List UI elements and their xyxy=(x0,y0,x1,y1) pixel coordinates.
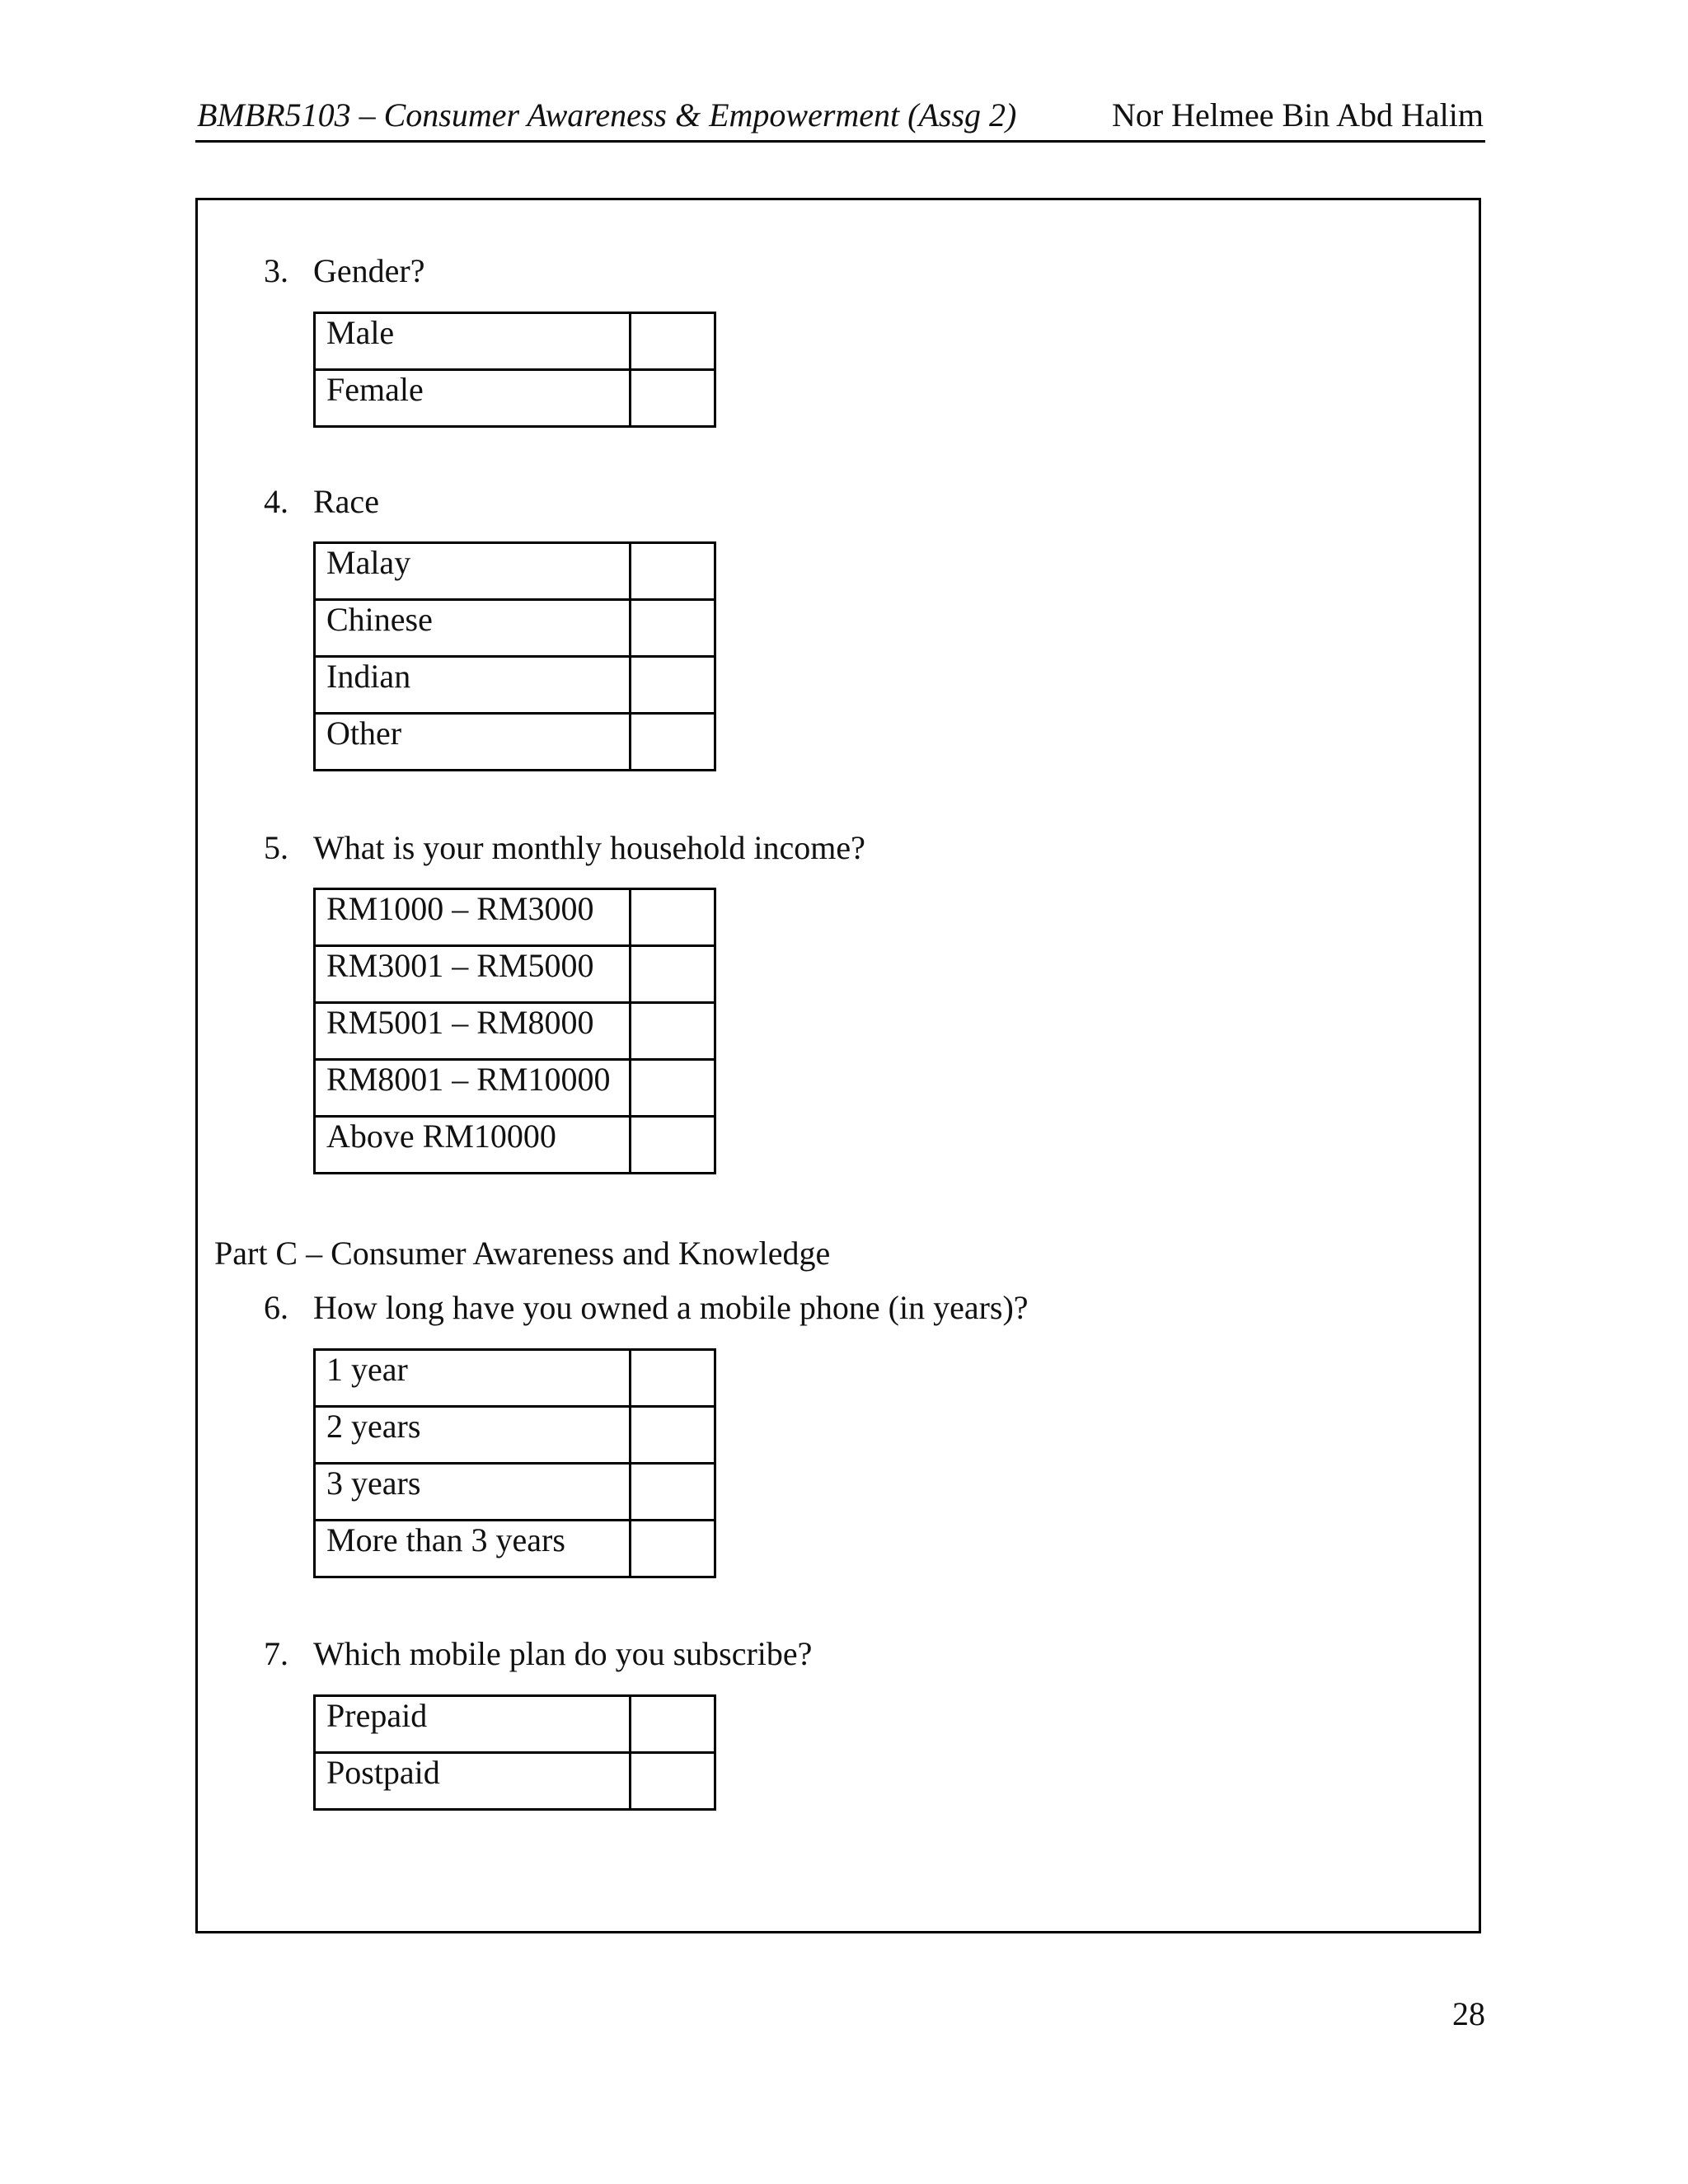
option-row xyxy=(315,1350,715,1407)
option-row xyxy=(315,370,715,427)
option-checkbox-prepaid[interactable] xyxy=(631,1696,715,1753)
option-checkbox-male[interactable] xyxy=(631,313,715,370)
question-text: Gender? xyxy=(313,252,425,289)
option-label: More than 3 years xyxy=(315,1521,631,1577)
option-row xyxy=(315,543,715,600)
page-number: 28 xyxy=(1452,1995,1485,2032)
option-label: RM8001 – RM10000 xyxy=(315,1060,631,1117)
option-label: RM5001 – RM8000 xyxy=(315,1003,631,1060)
section-title: Part C – Consumer Awareness and Knowledge xyxy=(214,1235,831,1272)
option-label: RM3001 – RM5000 xyxy=(315,946,631,1003)
option-row xyxy=(315,946,715,1003)
plan-options xyxy=(313,1694,716,1811)
option-label: RM1000 – RM3000 xyxy=(315,889,631,946)
option-checkbox[interactable] xyxy=(631,1350,715,1407)
option-checkbox[interactable] xyxy=(631,1464,715,1521)
option-row xyxy=(315,1753,715,1810)
option-row xyxy=(315,1464,715,1521)
questionnaire-frame xyxy=(195,198,1481,1933)
question-text: Which mobile plan do you subscribe? xyxy=(313,1635,813,1672)
option-row xyxy=(315,600,715,657)
option-row xyxy=(315,657,715,714)
option-checkbox-indian[interactable] xyxy=(631,657,715,714)
option-row xyxy=(315,313,715,370)
option-checkbox-malay[interactable] xyxy=(631,543,715,600)
option-checkbox[interactable] xyxy=(631,1060,715,1117)
option-label: Chinese xyxy=(315,600,631,657)
option-row xyxy=(315,1696,715,1753)
option-checkbox-postpaid[interactable] xyxy=(631,1753,715,1810)
option-label: 2 years xyxy=(315,1407,631,1464)
question-number: 4. xyxy=(264,483,288,520)
option-label: Indian xyxy=(315,657,631,714)
option-label: Male xyxy=(315,313,631,370)
option-row xyxy=(315,1521,715,1577)
option-label: 3 years xyxy=(315,1464,631,1521)
option-row xyxy=(315,1060,715,1117)
page-header xyxy=(195,92,1485,143)
option-checkbox[interactable] xyxy=(631,1003,715,1060)
option-label: 1 year xyxy=(315,1350,631,1407)
option-checkbox-female[interactable] xyxy=(631,370,715,427)
question-text: How long have you owned a mobile phone (in years)? xyxy=(313,1289,1029,1326)
option-label: Malay xyxy=(315,543,631,600)
question-text: What is your monthly household income? xyxy=(313,829,865,866)
option-checkbox-other[interactable] xyxy=(631,714,715,771)
income-options xyxy=(313,888,716,1174)
ownership-options xyxy=(313,1348,716,1578)
option-row xyxy=(315,889,715,946)
option-checkbox[interactable] xyxy=(631,1407,715,1464)
question-number: 5. xyxy=(264,829,288,866)
option-label: Other xyxy=(315,714,631,771)
option-label: Female xyxy=(315,370,631,427)
gender-options xyxy=(313,312,716,428)
race-options xyxy=(313,541,716,771)
option-row xyxy=(315,714,715,771)
question-number: 7. xyxy=(264,1635,288,1672)
option-label: Above RM10000 xyxy=(315,1117,631,1174)
option-checkbox[interactable] xyxy=(631,1521,715,1577)
option-checkbox-chinese[interactable] xyxy=(631,600,715,657)
course-title: BMBR5103 – Consumer Awareness & Empowerment (Assg 2) xyxy=(197,96,1017,134)
option-label: Prepaid xyxy=(315,1696,631,1753)
option-checkbox[interactable] xyxy=(631,889,715,946)
author-name: Nor Helmee Bin Abd Halim xyxy=(1111,96,1484,134)
option-checkbox[interactable] xyxy=(631,1117,715,1174)
option-label: Postpaid xyxy=(315,1753,631,1810)
question-text: Race xyxy=(313,483,379,520)
option-row xyxy=(315,1117,715,1174)
option-checkbox[interactable] xyxy=(631,946,715,1003)
option-row xyxy=(315,1407,715,1464)
question-number: 3. xyxy=(264,252,288,289)
option-row xyxy=(315,1003,715,1060)
question-number: 6. xyxy=(264,1289,288,1326)
